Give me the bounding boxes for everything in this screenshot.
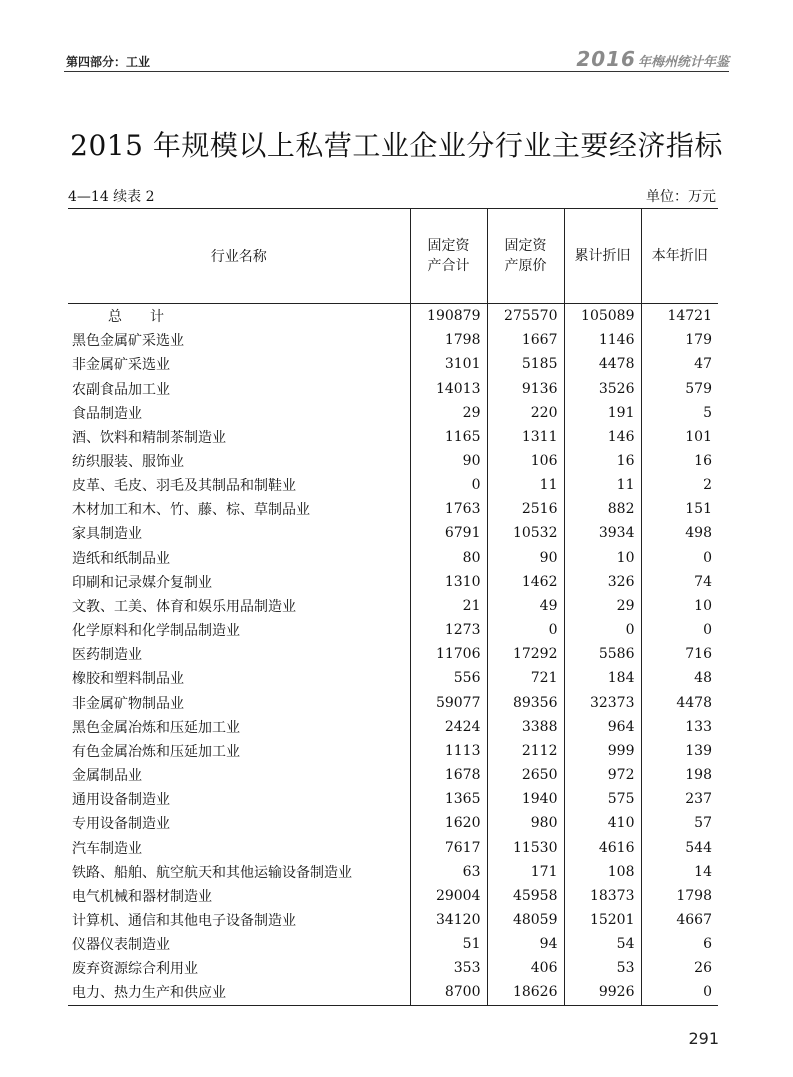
- cell-value: 14: [641, 860, 718, 884]
- data-table: [68, 208, 718, 1006]
- cell-value: 6: [641, 932, 718, 956]
- cell-value: 10: [564, 546, 641, 570]
- cell-value: 14721: [641, 304, 718, 329]
- page-header: [64, 47, 729, 71]
- cell-value: 74: [641, 570, 718, 594]
- cell-value: 11530: [487, 835, 564, 859]
- page-number: 291: [688, 1029, 719, 1048]
- row-name: 酒、饮料和精制茶制造业: [72, 429, 226, 446]
- cell-value: 10532: [487, 521, 564, 545]
- table-row-total: [68, 304, 718, 329]
- cell-value: 2516: [487, 497, 564, 521]
- header-fixed-assets-total: [410, 209, 487, 304]
- cell-value: 16: [641, 449, 718, 473]
- header-industry-name: [68, 209, 410, 304]
- cell-value: 63: [410, 860, 487, 884]
- cell-value: 146: [564, 425, 641, 449]
- cell-value: 1798: [641, 884, 718, 908]
- cell-value: 882: [564, 497, 641, 521]
- cell-value: 1798: [410, 328, 487, 352]
- cell-value: 1365: [410, 787, 487, 811]
- row-name: 仪器仪表制造业: [72, 937, 170, 954]
- cell-value: 1165: [410, 425, 487, 449]
- header-line: 产原价: [504, 258, 547, 274]
- header-divider: [64, 71, 729, 72]
- table-row: [68, 352, 718, 376]
- cell-value: 171: [487, 860, 564, 884]
- cell-value: 191: [564, 401, 641, 425]
- row-name: 医药制造业: [72, 647, 142, 664]
- cell-value: 48059: [487, 908, 564, 932]
- cell-value: 716: [641, 642, 718, 666]
- row-name: 电力、热力生产和供应业: [68, 980, 410, 1005]
- cell-value: 326: [564, 570, 641, 594]
- table-row: [68, 739, 718, 763]
- cell-value: 406: [487, 956, 564, 980]
- header-fixed-assets-original: [487, 209, 564, 304]
- table-row: [68, 860, 718, 884]
- table-row: [68, 932, 718, 956]
- cell-value: 2650: [487, 763, 564, 787]
- table-row: [68, 425, 718, 449]
- table-body: [68, 304, 718, 1006]
- cell-value: 275570: [487, 304, 564, 329]
- cell-value: 49: [487, 594, 564, 618]
- cell-value: 105089: [564, 304, 641, 329]
- cell-value: 0: [564, 618, 641, 642]
- cell-value: 11706: [410, 642, 487, 666]
- cell-value: 4616: [564, 835, 641, 859]
- header-line: 产合计: [427, 258, 470, 274]
- row-name: 汽车制造业: [72, 840, 142, 857]
- cell-value: 15201: [564, 908, 641, 932]
- row-name: 橡胶和塑料制品业: [72, 671, 184, 688]
- cell-value: 3388: [487, 715, 564, 739]
- row-name: 化学原料和化学制品制造业: [72, 623, 240, 640]
- header-accumulated-depreciation: [564, 209, 641, 304]
- cell-value: 11: [487, 473, 564, 497]
- cell-value: 2424: [410, 715, 487, 739]
- row-name: 有色金属冶炼和压延加工业: [72, 743, 240, 760]
- row-name: 通用设备制造业: [72, 792, 170, 809]
- row-name: 计算机、通信和其他电子设备制造业: [72, 912, 296, 929]
- table-row: [68, 763, 718, 787]
- section-label: 第四部分：工业: [66, 55, 151, 69]
- table-row: [68, 835, 718, 859]
- cell-value: 4478: [564, 352, 641, 376]
- cell-value: 89356: [487, 691, 564, 715]
- row-name: 皮革、毛皮、羽毛及其制品和制鞋业: [72, 478, 296, 495]
- cell-value: 972: [564, 763, 641, 787]
- cell-value: 94: [487, 932, 564, 956]
- table-row: [68, 691, 718, 715]
- header-line: 本年折旧: [651, 248, 708, 264]
- table-row: [68, 570, 718, 594]
- yearbook-year: 2016: [576, 47, 636, 71]
- unit-label: 单位：万元: [646, 189, 716, 205]
- cell-value: 1667: [487, 328, 564, 352]
- cell-value: 1146: [564, 328, 641, 352]
- cell-value: 1678: [410, 763, 487, 787]
- cell-value: 1620: [410, 811, 487, 835]
- table-row: [68, 401, 718, 425]
- cell-value: 90: [487, 546, 564, 570]
- table-row: [68, 715, 718, 739]
- row-name: 食品制造业: [72, 405, 142, 422]
- cell-value: 8700: [410, 980, 487, 1005]
- cell-value: 0: [641, 980, 718, 1005]
- table-row: [68, 787, 718, 811]
- cell-value: 34120: [410, 908, 487, 932]
- cell-value: 21: [410, 594, 487, 618]
- table-row: [68, 980, 718, 1005]
- table-row: [68, 546, 718, 570]
- cell-value: 964: [564, 715, 641, 739]
- table-row: [68, 521, 718, 545]
- cell-value: 1310: [410, 570, 487, 594]
- table-row: [68, 618, 718, 642]
- cell-value: 59077: [410, 691, 487, 715]
- row-name: 农副食品加工业: [72, 381, 170, 398]
- header-line: 行业名称: [210, 249, 267, 265]
- table-number: 4—14 续表 2: [68, 189, 155, 205]
- cell-value: 198: [641, 763, 718, 787]
- header-current-year-depreciation: [641, 209, 718, 304]
- cell-value: 29: [564, 594, 641, 618]
- cell-value: 579: [641, 376, 718, 400]
- cell-value: 101: [641, 425, 718, 449]
- table-row: [68, 956, 718, 980]
- yearbook-name: 年梅州统计年鉴: [637, 55, 729, 70]
- cell-value: 47: [641, 352, 718, 376]
- cell-value: 721: [487, 666, 564, 690]
- row-name: 电气机械和器材制造业: [72, 888, 212, 905]
- table-row: [68, 811, 718, 835]
- cell-value: 18373: [564, 884, 641, 908]
- cell-value: 1273: [410, 618, 487, 642]
- cell-value: 80: [410, 546, 487, 570]
- cell-value: 5185: [487, 352, 564, 376]
- cell-value: 575: [564, 787, 641, 811]
- cell-value: 139: [641, 739, 718, 763]
- table-row: [68, 497, 718, 521]
- cell-value: 54: [564, 932, 641, 956]
- table-header-row: [68, 209, 718, 304]
- cell-value: 45958: [487, 884, 564, 908]
- cell-value: 5: [641, 401, 718, 425]
- row-name: 铁路、船舶、航空航天和其他运输设备制造业: [72, 864, 352, 881]
- cell-value: 106: [487, 449, 564, 473]
- row-name: 文教、工美、体育和娱乐用品制造业: [72, 598, 296, 615]
- row-name: 非金属矿物制品业: [72, 695, 184, 712]
- cell-value: 17292: [487, 642, 564, 666]
- cell-value: 0: [641, 546, 718, 570]
- cell-value: 4478: [641, 691, 718, 715]
- cell-value: 237: [641, 787, 718, 811]
- cell-value: 48: [641, 666, 718, 690]
- cell-value: 2112: [487, 739, 564, 763]
- data-table-container: [68, 208, 718, 1006]
- cell-value: 90: [410, 449, 487, 473]
- row-name: 纺织服装、服饰业: [72, 454, 184, 471]
- cell-value: 1113: [410, 739, 487, 763]
- header-line: 固定资: [427, 238, 470, 254]
- cell-value: 2: [641, 473, 718, 497]
- page-title: 2015 年规模以上私营工业企业分行业主要经济指标: [70, 129, 723, 162]
- cell-value: 1763: [410, 497, 487, 521]
- cell-value: 1311: [487, 425, 564, 449]
- cell-value: 53: [564, 956, 641, 980]
- cell-value: 11: [564, 473, 641, 497]
- cell-value: 980: [487, 811, 564, 835]
- cell-value: 0: [487, 618, 564, 642]
- cell-value: 353: [410, 956, 487, 980]
- table-row: [68, 449, 718, 473]
- row-name: 印刷和记录媒介复制业: [72, 574, 212, 591]
- cell-value: 3101: [410, 352, 487, 376]
- cell-value: 4667: [641, 908, 718, 932]
- cell-value: 1462: [487, 570, 564, 594]
- cell-value: 999: [564, 739, 641, 763]
- cell-value: 5586: [564, 642, 641, 666]
- row-name: 造纸和纸制品业: [72, 550, 170, 567]
- table-row: [68, 666, 718, 690]
- cell-value: 16: [564, 449, 641, 473]
- cell-value: 0: [641, 618, 718, 642]
- cell-value: 29: [410, 401, 487, 425]
- row-name: 非金属矿采选业: [72, 357, 170, 374]
- table-row: [68, 908, 718, 932]
- yearbook-title: [576, 47, 729, 71]
- cell-value: 108: [564, 860, 641, 884]
- row-name: 木材加工和木、竹、藤、棕、草制品业: [72, 502, 310, 519]
- row-name: 总 计: [108, 309, 164, 326]
- cell-value: 3934: [564, 521, 641, 545]
- cell-value: 3526: [564, 376, 641, 400]
- row-name: 金属制品业: [72, 768, 142, 785]
- table-row: [68, 376, 718, 400]
- table-row: [68, 594, 718, 618]
- header-line: 固定资: [504, 238, 547, 254]
- cell-value: 14013: [410, 376, 487, 400]
- cell-value: 0: [410, 473, 487, 497]
- row-name: 专用设备制造业: [72, 816, 170, 833]
- cell-value: 6791: [410, 521, 487, 545]
- cell-value: 7617: [410, 835, 487, 859]
- header-line: 累计折旧: [574, 248, 631, 264]
- cell-value: 133: [641, 715, 718, 739]
- cell-value: 184: [564, 666, 641, 690]
- cell-value: 9926: [564, 980, 641, 1005]
- row-name: 家具制造业: [72, 526, 142, 543]
- cell-value: 29004: [410, 884, 487, 908]
- cell-value: 190879: [410, 304, 487, 329]
- table-row: [68, 328, 718, 352]
- cell-value: 32373: [564, 691, 641, 715]
- cell-value: 220: [487, 401, 564, 425]
- cell-value: 1940: [487, 787, 564, 811]
- row-name: 黑色金属冶炼和压延加工业: [72, 719, 240, 736]
- table-row: [68, 473, 718, 497]
- row-name: 废弃资源综合利用业: [72, 961, 198, 978]
- cell-value: 9136: [487, 376, 564, 400]
- table-row: [68, 884, 718, 908]
- cell-value: 410: [564, 811, 641, 835]
- table-row: [68, 642, 718, 666]
- cell-value: 151: [641, 497, 718, 521]
- cell-value: 57: [641, 811, 718, 835]
- cell-value: 18626: [487, 980, 564, 1005]
- row-name: 黑色金属矿采选业: [72, 333, 184, 350]
- cell-value: 26: [641, 956, 718, 980]
- cell-value: 556: [410, 666, 487, 690]
- cell-value: 544: [641, 835, 718, 859]
- cell-value: 10: [641, 594, 718, 618]
- cell-value: 51: [410, 932, 487, 956]
- cell-value: 498: [641, 521, 718, 545]
- cell-value: 179: [641, 328, 718, 352]
